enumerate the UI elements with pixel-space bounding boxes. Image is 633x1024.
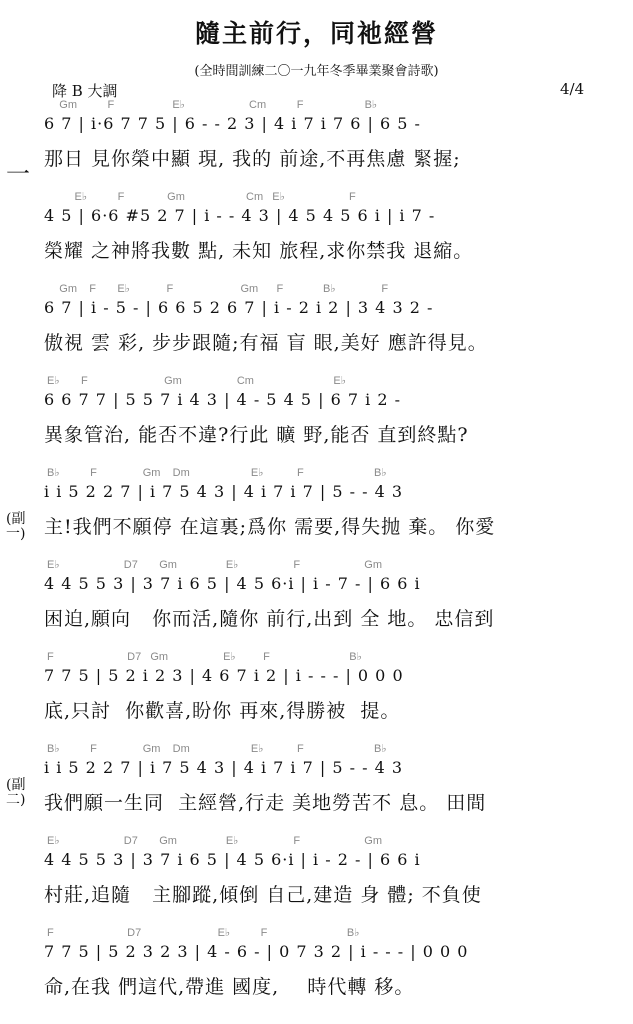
score-line-6 [44,558,614,634]
verse-number: 一 [6,160,30,188]
chord-row: E♭ D7 Gm E♭ F Gm [44,559,382,571]
notation-row: 6 7 | i - 5 - | 6 6 5 2 6 7 | i - 2 i 2 | 3 4 3 2 - [44,298,434,317]
score-line-4 [44,374,614,450]
key-signature: 降 B 大調 [52,82,118,100]
chord-row: F D7 Gm E♭ F B♭ [44,651,362,663]
lyrics-row: 困迫,願向 你而活,隨你 前行,出到 全 地。 忠信到 [44,608,495,630]
song-subtitle: (全時間訓練二〇一九年冬季畢業聚會詩歌) [194,64,439,79]
song-title: 隨主前行，同祂經營 [194,19,438,48]
score-line-10 [44,926,614,1002]
time-signature: 4/4 [560,80,585,98]
notation-row: i i 5 2 2 7 | i 7 5 4 3 | 4 i 7 i 7 | 5 - - 4 3 [44,482,404,501]
lyrics-row: 榮耀 之神將我數 點, 未知 旅程,求你禁我 退縮。 [44,240,474,262]
score-line-1 [44,98,614,174]
score-line-2 [44,190,614,266]
lyrics-row: 我們願一生同 主經營,行走 美地勞苦不 息。 田間 [44,792,487,814]
chord-row: Gm F E♭ Cm F B♭ [44,99,378,111]
lyrics-row: 異象管治, 能否不違?行此 曠 野,能否 直到終點? [44,424,469,446]
chord-row: F D7 E♭ F B♭ [44,927,360,939]
chorus-two-label: (副二) [6,777,26,808]
notation-row: 7 7 5 | 5 2 3 2 3 | 4 - 6 - | 0 7 3 2 | i - - - | 0 0 0 [44,942,469,961]
lyrics-row: 主!我們不願停 在這裏;爲你 需要,得失抛 棄。 你愛 [44,516,496,538]
score-line-7 [44,650,614,726]
notation-row: 6 7 | i·6 7 7 5 | 6 - - 2 3 | 4 i 7 i 7 6 | 6 5 - [44,114,421,133]
score-line-9 [44,834,614,910]
notation-row: 6 6 7 7 | 5 5 7 i 4 3 | 4 - 5 4 5 | 6 7 i 2 - [44,390,401,409]
notation-row: i i 5 2 2 7 | i 7 5 4 3 | 4 i 7 i 7 | 5 - - 4 3 [44,758,404,777]
notation-row: 4 5 | 6·6 #5 2 7 | i - - 4 3 | 4 5 4 5 6 i | i 7 - [44,206,436,225]
lyrics-row: 底,只討 你歡喜,盼你 再來,得勝被 提。 [44,700,401,722]
lyrics-row: 那日 見你榮中顯 現, 我的 前途,不再焦慮 緊握; [44,148,461,170]
lyrics-row: 村莊,追隨 主腳蹤,傾倒 自己,建造 身 體; 不負使 [44,884,482,906]
chord-row: B♭ F Gm Dm E♭ F B♭ [44,467,387,479]
score-line-5 [44,466,614,542]
chord-row: B♭ F Gm Dm E♭ F B♭ [44,743,387,755]
chord-row: E♭ D7 Gm E♭ F Gm [44,835,382,847]
score-line-3 [44,282,614,358]
score-line-8 [44,742,614,818]
chord-row: Gm F E♭ F Gm F B♭ F [44,283,389,295]
chorus-one-label: (副一) [6,511,26,542]
notation-row: 7 7 5 | 5 2 i 2 3 | 4 6 7 i 2 | i - - - | 0 0 0 [44,666,404,685]
notation-row: 4 4 5 5 3 | 3 7 i 6 5 | 4 5 6·i | i - 2 - | 6 6 i [44,850,421,869]
lyrics-row: 傲視 雲 彩, 步步跟隨;有福 盲 眼,美好 應許得見。 [44,332,488,354]
notation-row: 4 4 5 5 3 | 3 7 i 6 5 | 4 5 6·i | i - 7 - | 6 6 i [44,574,421,593]
chord-row: E♭ F Gm Cm E♭ F [44,191,356,203]
lyrics-row: 命,在我 們這代,帶進 國度, 時代轉 移。 [44,976,415,998]
chord-row: E♭ F Gm Cm E♭ [44,375,346,387]
